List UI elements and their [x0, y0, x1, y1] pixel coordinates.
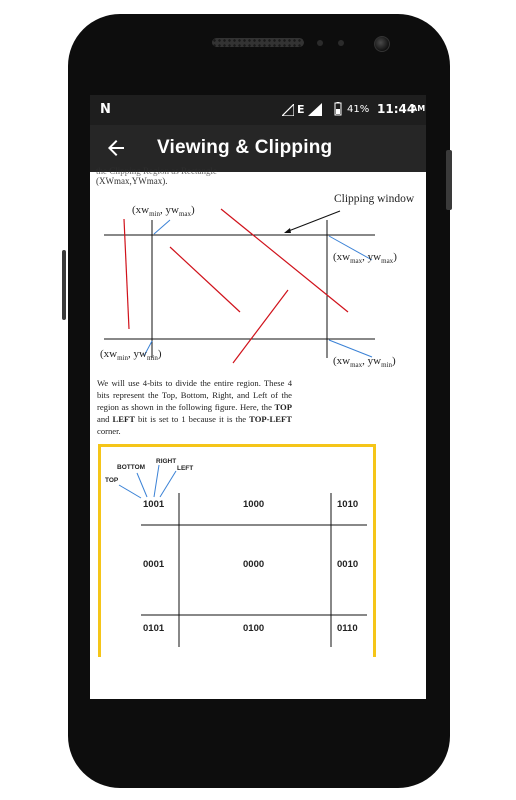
code-right: 0010: [337, 559, 359, 570]
code-bottom-left: 0101: [143, 623, 165, 634]
proximity-sensor: [317, 40, 323, 46]
label-xwmin-ywmax: ($xw_{min}$, $yw_{max}$): [132, 204, 195, 219]
code-bottom-right: 0110: [337, 623, 358, 634]
signal-strength-icon: [308, 103, 322, 116]
clock-ampm: AM: [411, 104, 426, 113]
tag-right: RIGHT: [156, 458, 177, 465]
network-type-label: E: [297, 103, 305, 116]
article-content[interactable]: [90, 166, 426, 699]
tag-top: TOP: [105, 477, 119, 484]
earpiece-speaker: [212, 38, 304, 47]
region-code-figure: [98, 444, 376, 657]
page-title: Viewing & Clipping: [157, 137, 333, 158]
region-grid: [101, 447, 373, 657]
label-xwmin-ywmin: ($xw_{min}$, $yw_{min}$): [100, 348, 162, 363]
signal-empty-icon: [282, 104, 294, 116]
code-top-left: 1001: [143, 499, 165, 510]
label-xwmax-ywmax: ($xw_{max}$, $yw_{max}$): [333, 251, 397, 266]
code-top-right: 1010: [337, 499, 359, 510]
light-sensor: [338, 40, 344, 46]
code-inside: 0000: [243, 559, 265, 570]
battery-icon: [334, 102, 342, 116]
truncated-line-1: the Clipping Region as Rectangle: [96, 166, 217, 176]
tag-bottom: BOTTOM: [117, 464, 146, 471]
volume-button: [446, 150, 452, 210]
region-code-paragraph: We will use 4-bits to divide the entire region. These 4 bits represent the Top, Bottom, Right, and Left of the region as shown in the following figure. Here, the TOP and LEFT bit is set to 1 because it is the TOP-LEFT corner.: [97, 378, 292, 436]
code-bottom: 0100: [243, 623, 265, 634]
arrow-left-icon[interactable]: [104, 136, 128, 160]
battery-percent: 41%: [347, 104, 370, 115]
truncated-line-2: (XWmax,YWmax).: [96, 176, 168, 186]
code-top: 1000: [243, 499, 265, 510]
app-bar: [90, 125, 426, 172]
label-xwmax-ywmin: ($xw_{max}$, $yw_{min}$): [333, 355, 396, 370]
phone-screen: [90, 95, 426, 699]
clock: 11:44: [377, 102, 416, 116]
status-bar: [90, 95, 426, 125]
power-button: [62, 250, 66, 320]
notification-icon: N: [100, 102, 111, 117]
front-camera: [374, 36, 390, 52]
clipping-window-label: Clipping window: [334, 193, 415, 205]
code-left: 0001: [143, 559, 165, 570]
tag-left: LEFT: [177, 465, 194, 472]
